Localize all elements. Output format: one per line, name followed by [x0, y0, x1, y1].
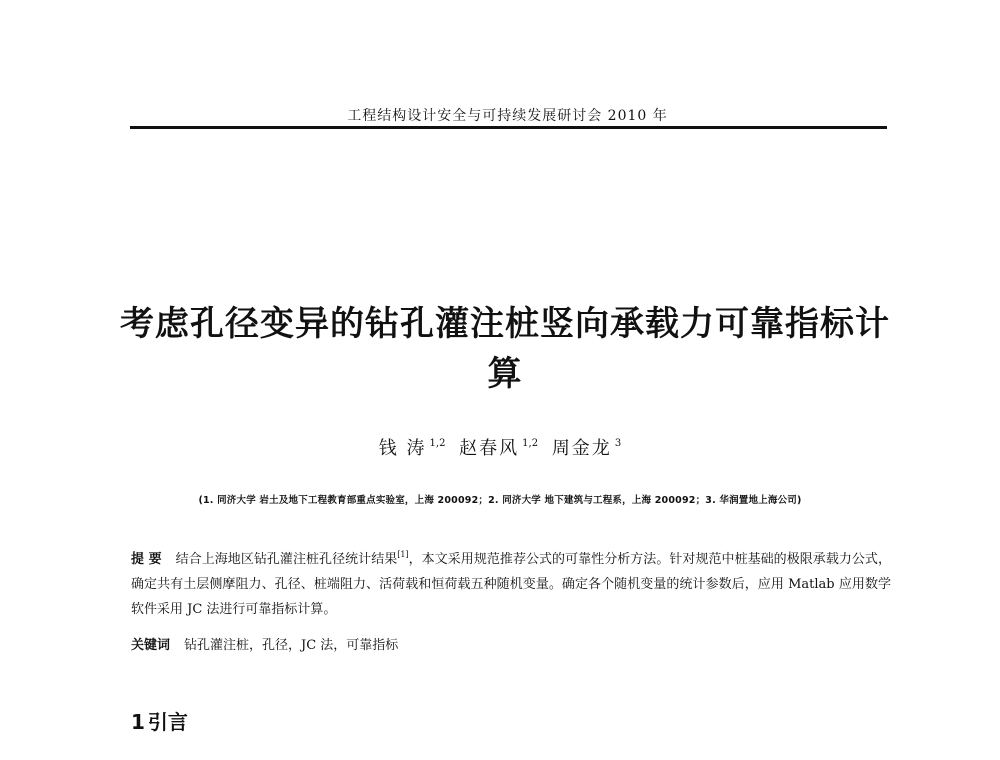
author-affiliation-mark: 3: [614, 438, 622, 449]
running-header: 工程结构设计安全与可持续发展研讨会 2010 年: [347, 108, 668, 124]
citation-ref: [1]: [397, 550, 409, 559]
abstract: [131, 542, 891, 622]
author-name: 赵春风: [459, 438, 520, 459]
section-heading: [131, 706, 188, 735]
section-number: 1: [131, 710, 145, 734]
abstract-text: 结合上海地区钻孔灌注桩孔径统计结果: [175, 552, 398, 567]
author: [379, 438, 446, 459]
author-name: 周金龙: [551, 438, 612, 459]
header-rule: [130, 126, 887, 129]
paper-title: 考虑孔径变异的钻孔灌注桩竖向承载力可靠指标计算: [120, 303, 890, 394]
keywords-text: 钻孔灌注桩，孔径，JC 法，可靠指标: [184, 638, 399, 653]
author-affiliation-mark: 1,2: [429, 438, 446, 449]
author: [459, 438, 538, 459]
abstract-label: 提 要: [131, 552, 162, 567]
author-list: [0, 434, 1000, 460]
abstract-text-cont: ，本文采用规范推荐公式的可靠性分析方法。针对规范中桩基础的极限承载力公式，确定共有土层侧摩阻力、孔径、桩端阻力、活荷载和恒荷载五种随机变量。确定各个随机变量的统计参数后，应用 Matlab 应用数学软件采用 JC 法进行可靠指标计算。: [131, 552, 891, 617]
keywords: [131, 634, 891, 653]
author-name: 钱 涛: [378, 438, 427, 459]
affiliations: (1. 同济大学 岩土及地下工程教育部重点实验室，上海 200092；2. 同济大学 地下建筑与工程系，上海 200092；3. 华润置地上海公司): [198, 495, 802, 506]
section-title: 引言: [147, 710, 188, 734]
keywords-label: 关键词: [131, 638, 171, 653]
author-affiliation-mark: 1,2: [522, 438, 539, 449]
author: [552, 438, 621, 459]
